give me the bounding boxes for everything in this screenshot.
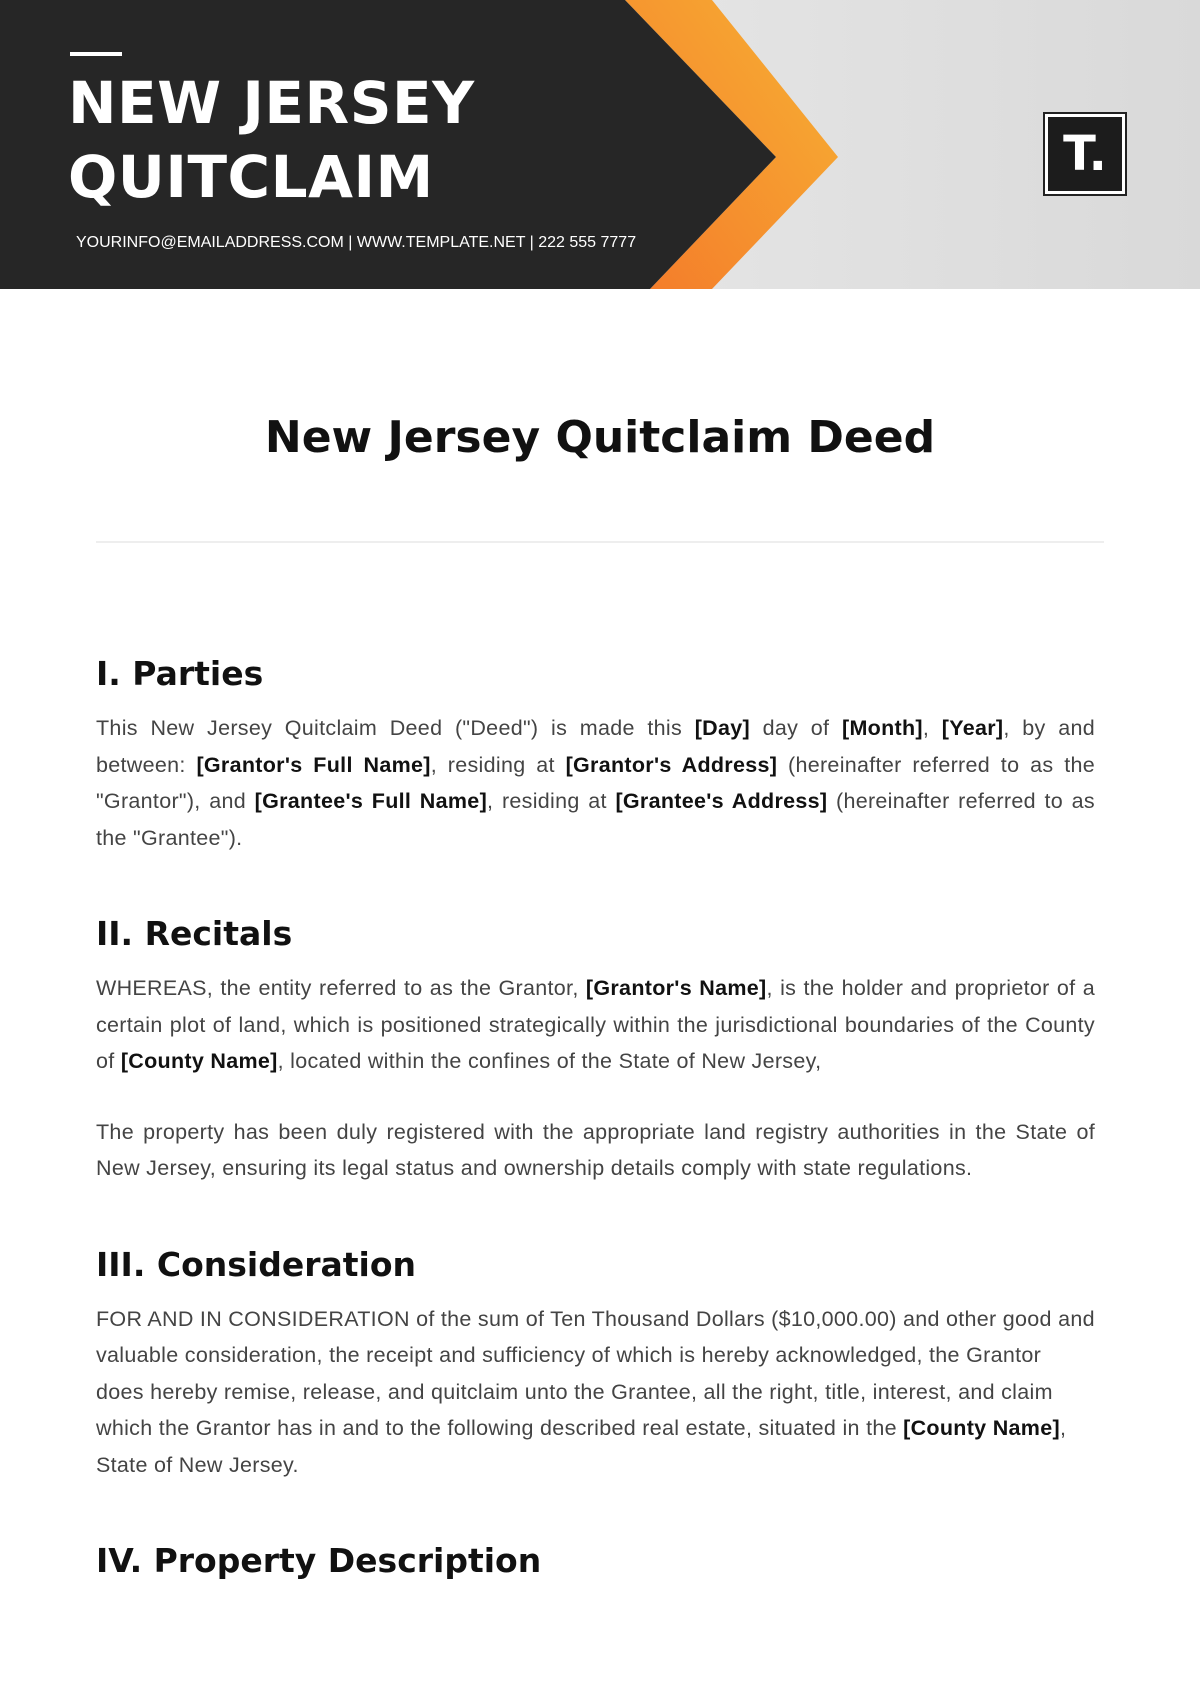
recitals-paragraph-1 (96, 970, 1095, 1080)
placeholder-month: [Month] (841, 716, 923, 740)
section-recitals (96, 910, 1095, 1187)
document-title: New Jersey Quitclaim Deed (264, 412, 936, 463)
header-contact-info: YOURINFO@EMAILADDRESS.COM | WWW.TEMPLATE.NET | 222 555 7777 (76, 234, 637, 251)
text-run: (hereinafter referred to as the "Grantee"). (96, 789, 1095, 850)
placeholder-county-name: [County Name] (903, 1416, 1060, 1440)
placeholder-grantor-name: [Grantor's Name] (585, 976, 767, 1000)
header-accent-rule (70, 52, 122, 56)
text-run: , located within the confines of the State of New Jersey, (277, 1049, 822, 1073)
placeholder-day: [Day] (694, 716, 750, 740)
text-run: , residing at (430, 752, 566, 777)
text-run: , (922, 716, 942, 740)
text-run: (hereinafter referred to as the "Grantor"), and (96, 752, 1095, 813)
placeholder-year: [Year] (941, 716, 1004, 740)
text-run: , is the holder and proprietor of a certain plot of land, which is positioned strategically within the jurisdictional boundaries of the County of (96, 976, 1095, 1073)
text-run: WHEREAS, the entity referred to as the Grantor, (96, 976, 586, 1000)
placeholder-grantee-address: [Grantee's Address] (615, 789, 828, 813)
text-run: day of (749, 716, 842, 740)
section-property-description (96, 1537, 1095, 1585)
section-heading: I. Parties (96, 654, 264, 693)
text-run: FOR AND IN CONSIDERATION of the sum of Ten Thousand Dollars ($10,000.00) and other good and valuable consideration, the receipt and sufficiency of which is hereby acknowledged, the Grantor does hereby remise, release, and quitclaim unto the Grantee, all the right, title, interest, and claim which the Grantor has in and to the following described real estate, situated in the (96, 1306, 1095, 1440)
placeholder-grantor-full-name: [Grantor's Full Name] (196, 752, 431, 777)
text-run: This New Jersey Quitclaim Deed ("Deed") is made this (96, 716, 695, 740)
section-heading: III. Consideration (96, 1244, 416, 1284)
text-run: , by and between: (96, 716, 1095, 777)
parties-paragraph (96, 710, 1095, 856)
section-consideration (96, 1241, 1095, 1484)
header-banner (0, 0, 1200, 289)
placeholder-county-name: [County Name] (120, 1049, 278, 1073)
placeholder-grantee-full-name: [Grantee's Full Name] (254, 789, 488, 813)
document-body (96, 650, 1095, 1585)
placeholder-grantor-address: [Grantor's Address] (565, 752, 778, 777)
section-heading: II. Recitals (96, 914, 293, 953)
consideration-paragraph (96, 1301, 1095, 1484)
text-run: , State of New Jersey. (96, 1416, 1067, 1477)
section-parties (96, 650, 1095, 856)
recitals-paragraph-2: The property has been duly registered with the appropriate land registry authorities in the State of New Jersey, ensuring its legal status and ownership details comply with state regulations. (96, 1119, 1095, 1180)
text-run: , residing at (487, 789, 616, 813)
template-logo (1043, 112, 1127, 196)
header-title (68, 66, 475, 214)
logo-mark: T. (1048, 117, 1122, 191)
section-heading: IV. Property Description (96, 1541, 542, 1580)
title-divider (96, 541, 1104, 543)
header-title-line-2: QUITCLAIM (68, 143, 434, 211)
header-title-line-1: NEW JERSEY (68, 69, 475, 137)
